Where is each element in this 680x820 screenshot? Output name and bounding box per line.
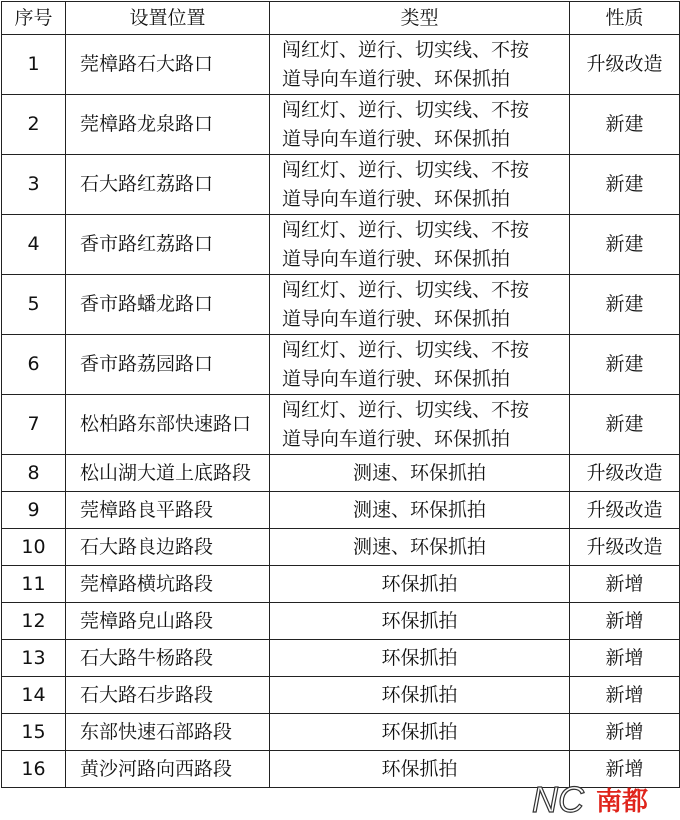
row-location: 莞樟路皃山路段 [66, 603, 270, 640]
row-type-line1: 闯红灯、逆行、切实线、不按 [282, 338, 530, 361]
row-location: 莞樟路横坑路段 [66, 566, 270, 603]
row-type: 环保抓拍 [270, 566, 570, 603]
row-type-line2: 道导向车道行驶、环保抓拍 [282, 307, 511, 330]
header-location: 设置位置 [66, 2, 270, 35]
row-nature: 新增 [570, 603, 680, 640]
row-no: 13 [2, 640, 66, 677]
row-nature: 新建 [570, 275, 680, 335]
row-location: 松柏路东部快速路口 [66, 395, 270, 455]
row-type-line1: 闯红灯、逆行、切实线、不按 [282, 98, 530, 121]
table-row [2, 395, 680, 455]
table-row [2, 335, 680, 395]
row-nature: 新建 [570, 335, 680, 395]
row-type [270, 155, 570, 215]
row-no: 1 [2, 35, 66, 95]
table-row [2, 155, 680, 215]
table-row [2, 714, 680, 751]
row-location: 石大路红荔路口 [66, 155, 270, 215]
row-type-line2: 道导向车道行驶、环保抓拍 [282, 67, 511, 90]
row-type-line1: 闯红灯、逆行、切实线、不按 [282, 218, 530, 241]
row-type-line2: 道导向车道行驶、环保抓拍 [282, 127, 511, 150]
row-nature: 升级改造 [570, 35, 680, 95]
nandu-watermark-logo [526, 774, 676, 818]
row-location: 莞樟路龙泉路口 [66, 95, 270, 155]
row-location: 东部快速石部路段 [66, 714, 270, 751]
row-nature: 升级改造 [570, 492, 680, 529]
watermark-latin: NC [532, 779, 584, 818]
row-location: 香市路荔园路口 [66, 335, 270, 395]
row-nature: 新增 [570, 640, 680, 677]
row-no: 3 [2, 155, 66, 215]
row-nature: 新建 [570, 395, 680, 455]
row-location: 石大路牛杨路段 [66, 640, 270, 677]
row-nature: 新建 [570, 95, 680, 155]
table-row [2, 677, 680, 714]
header-nature: 性质 [570, 2, 680, 35]
row-no: 11 [2, 566, 66, 603]
row-no: 15 [2, 714, 66, 751]
row-no: 14 [2, 677, 66, 714]
row-type [270, 95, 570, 155]
table-row [2, 35, 680, 95]
row-type [270, 215, 570, 275]
row-no: 8 [2, 455, 66, 492]
row-type: 测速、环保抓拍 [270, 529, 570, 566]
row-type-line2: 道导向车道行驶、环保抓拍 [282, 187, 511, 210]
row-type: 环保抓拍 [270, 603, 570, 640]
row-type-line1: 闯红灯、逆行、切实线、不按 [282, 38, 530, 61]
table-row [2, 95, 680, 155]
row-location: 黄沙河路向西路段 [66, 751, 270, 788]
row-type [270, 335, 570, 395]
row-nature: 新增 [570, 566, 680, 603]
table-row [2, 215, 680, 275]
row-no: 5 [2, 275, 66, 335]
row-location: 石大路石步路段 [66, 677, 270, 714]
row-no: 4 [2, 215, 66, 275]
row-location: 莞樟路石大路口 [66, 35, 270, 95]
row-location: 香市路蟠龙路口 [66, 275, 270, 335]
row-location: 莞樟路良平路段 [66, 492, 270, 529]
row-type: 环保抓拍 [270, 714, 570, 751]
row-no: 16 [2, 751, 66, 788]
row-type-line1: 闯红灯、逆行、切实线、不按 [282, 278, 530, 301]
row-nature: 新增 [570, 751, 680, 788]
table-row [2, 455, 680, 492]
row-nature: 新增 [570, 714, 680, 751]
table-row [2, 603, 680, 640]
camera-locations-table [1, 1, 680, 788]
row-nature: 新建 [570, 215, 680, 275]
row-no: 7 [2, 395, 66, 455]
row-no: 12 [2, 603, 66, 640]
row-type: 环保抓拍 [270, 640, 570, 677]
row-type [270, 35, 570, 95]
table-row [2, 640, 680, 677]
row-nature: 升级改造 [570, 529, 680, 566]
header-type: 类型 [270, 2, 570, 35]
row-type-line1: 闯红灯、逆行、切实线、不按 [282, 158, 530, 181]
header-no: 序号 [2, 2, 66, 35]
row-type: 测速、环保抓拍 [270, 455, 570, 492]
row-type: 环保抓拍 [270, 677, 570, 714]
row-nature: 新增 [570, 677, 680, 714]
row-no: 9 [2, 492, 66, 529]
row-no: 2 [2, 95, 66, 155]
row-type: 环保抓拍 [270, 751, 570, 788]
row-type-line1: 闯红灯、逆行、切实线、不按 [282, 398, 530, 421]
row-nature: 升级改造 [570, 455, 680, 492]
table-row [2, 275, 680, 335]
row-type [270, 275, 570, 335]
table-row [2, 529, 680, 566]
row-type [270, 395, 570, 455]
row-location: 香市路红荔路口 [66, 215, 270, 275]
header-row [2, 2, 680, 35]
row-location: 石大路良边路段 [66, 529, 270, 566]
row-location: 松山湖大道上底路段 [66, 455, 270, 492]
row-type-line2: 道导向车道行驶、环保抓拍 [282, 247, 511, 270]
row-type: 测速、环保抓拍 [270, 492, 570, 529]
row-no: 10 [2, 529, 66, 566]
row-no: 6 [2, 335, 66, 395]
table-row [2, 566, 680, 603]
table-row [2, 492, 680, 529]
watermark-cn: 南都 [596, 787, 649, 817]
row-type-line2: 道导向车道行驶、环保抓拍 [282, 427, 511, 450]
row-type-line2: 道导向车道行驶、环保抓拍 [282, 367, 511, 390]
row-nature: 新建 [570, 155, 680, 215]
